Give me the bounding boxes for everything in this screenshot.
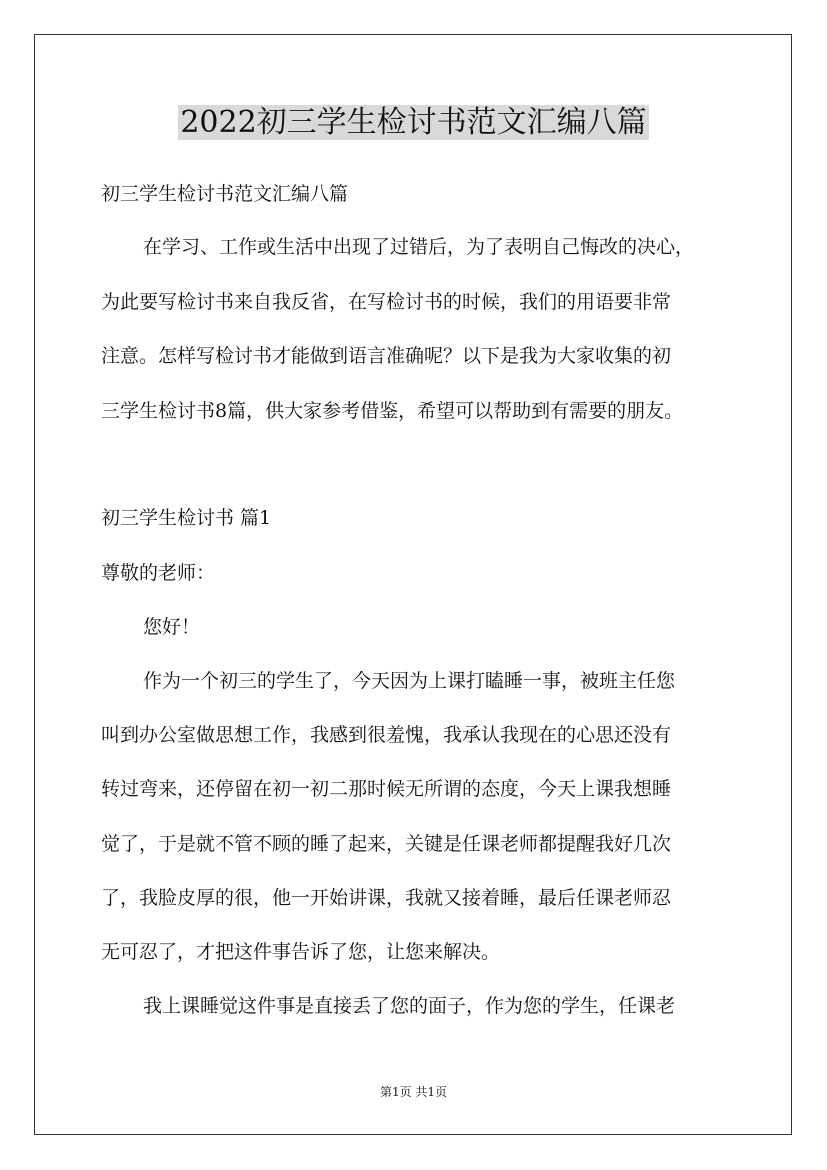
- intro-line-4: 三学生检讨书8篇，供大家参考借鉴，希望可以帮助到有需要的朋友。: [101, 400, 684, 422]
- intro-line-3: 注意。怎样写检讨书才能做到语言准确呢？以下是我为大家收集的初: [101, 345, 672, 367]
- body-line-5: 了，我脸皮厚的很，他一开始讲课，我就又接着睡，最后任课老师忍: [101, 887, 672, 909]
- greeting: 您好！: [143, 616, 201, 638]
- section-heading: 初三学生检讨书 篇1: [101, 507, 272, 529]
- intro-line-2: 为此要写检讨书来自我反省，在写检讨书的时候，我们的用语要非常: [101, 291, 672, 313]
- document-subtitle: 初三学生检讨书范文汇编八篇: [101, 183, 349, 205]
- body-line-6: 无可忍了，才把这件事告诉了您，让您来解决。: [101, 941, 501, 963]
- body-line-1: 作为一个初三的学生了，今天因为上课打瞌睡一事，被班主任您: [143, 670, 676, 692]
- intro-line-1: 在学习、工作或生活中出现了过错后，为了表明自己悔改的决心，: [143, 236, 695, 258]
- document-title: [0, 102, 827, 144]
- body-line-2: 叫到办公室做思想工作，我感到很羞愧，我承认我现在的心思还没有: [101, 724, 672, 746]
- body-line-7: 我上课睡觉这件事是直接丢了您的面子，作为您的学生，任课老: [143, 995, 676, 1017]
- body-line-4: 觉了，于是就不管不顾的睡了起来，关键是任课老师都提醒我好几次: [101, 833, 672, 855]
- body-line-3: 转过弯来，还停留在初一初二那时候无所谓的态度，今天上课我想睡: [101, 778, 672, 800]
- page-footer: 第1页 共1页: [379, 1085, 448, 1099]
- document-title-text: 2022初三学生检讨书范文汇编八篇: [180, 105, 647, 140]
- salutation: 尊敬的老师：: [101, 562, 216, 584]
